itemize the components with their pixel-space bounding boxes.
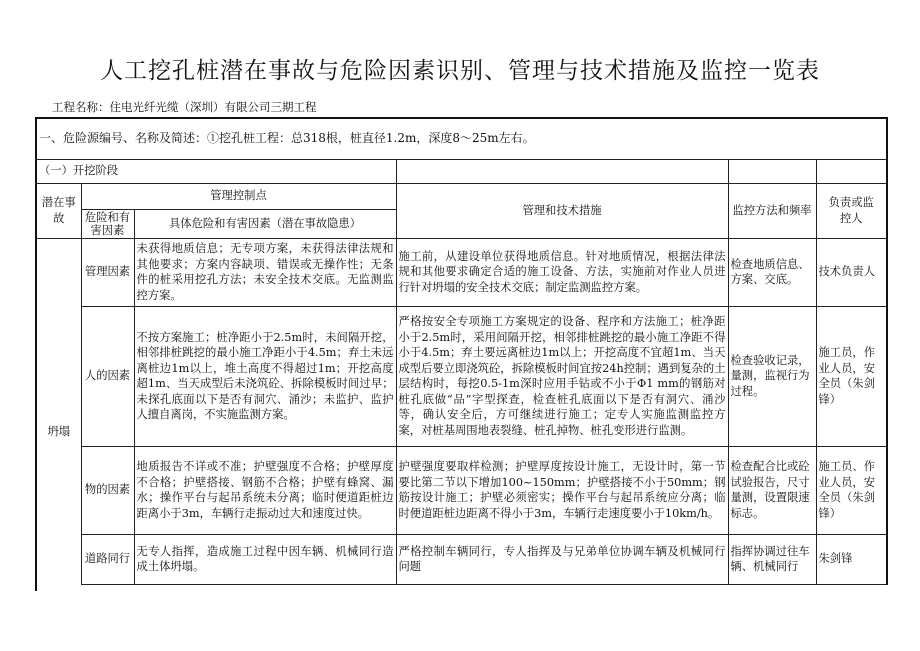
factor-cell: 管理因素 bbox=[81, 238, 134, 306]
document-title: 人工挖孔桩潜在事故与危险因素识别、管理与技术措施及监控一览表 bbox=[100, 58, 820, 84]
monitor-cell: 检查配合比或砼试验报告，尺寸量测，设置限速标志。 bbox=[728, 446, 816, 534]
factor-cell: 道路同行 bbox=[81, 534, 134, 584]
hazard-table bbox=[35, 117, 888, 585]
header-measures: 管理和技术措施 bbox=[396, 183, 728, 238]
factor-cell: 物的因素 bbox=[81, 446, 134, 534]
header-accident: 潜在事故 bbox=[36, 183, 81, 238]
left-border-extension bbox=[35, 583, 37, 591]
project-name: 工程名称：住电光纤光缆（深圳）有限公司三期工程 bbox=[52, 100, 317, 114]
person-cell: 朱剑锋 bbox=[816, 534, 887, 584]
header-monitor: 监控方法和频率 bbox=[728, 183, 816, 238]
table-row bbox=[36, 446, 887, 534]
measures-cell: 施工前，从建设单位获得地质信息。针对地质情况，根据法律法规和其他要求确定合适的施工设备、方法，实施前对作业人员进行针对坍塌的安全技术交底；制定监测监控方案。 bbox=[396, 238, 728, 306]
measures-cell: 严格按安全专项施工方案规定的设备、程序和方法施工；桩净距小于2.5m时，采用间隔开挖，相邻排桩跳挖的最小施工净距不得小于4.5m；弃土要远离桩边1m以上；开挖高度不宜超1m、当天成型后要立即浇筑砼，拆除模板时间宜按24h控制；遇到复杂的土层结构时，每挖0.5-1m深时应用手钻或不小于Φ1 mm的钢筋对桩孔底做“品”字型探查，检查桩孔底面以下是否有洞穴、涌沙等，确认安全后，方可继续进行施工；定专人实施监测监控方案，对桩基周围地表裂缝、桩孔掉物、桩孔变形进行监测。 bbox=[396, 306, 728, 446]
header-person: 负责或监控人 bbox=[816, 183, 887, 238]
person-cell: 施工员、作业人员，安全员（朱剑锋） bbox=[816, 446, 887, 534]
hazard-cell: 不按方案施工；桩净距小于2.5m时，未间隔开挖，相邻排桩跳挖的最小施工净距小于4.5m；弃土未远离桩边1m以上，堆土高度不得超过1m；开挖高度超1m、当天成型后未浇筑砼、拆除模板时间过早；未探孔底面以下是否有洞穴、涌沙；未监护、监护人擅自离岗，不实施监测方案。 bbox=[134, 306, 396, 446]
stage-label: （一）开挖阶段 bbox=[36, 159, 396, 183]
hazard-cell: 地质报告不详或不准；护壁强度不合格；护壁厚度不合格；护壁搭接、钢筋不合格；护壁有蜂窝、漏水；操作平台与起吊系统未分离；临时便道距桩边距离小于3m，车辆行走振动过大和速度过快。 bbox=[134, 446, 396, 534]
accident-name: 坍塌 bbox=[36, 238, 81, 584]
measures-cell: 严格控制车辆同行，专人指挥及与兄弟单位协调车辆及机械同行问题 bbox=[396, 534, 728, 584]
monitor-cell: 检查验收记录，量测，监视行为过程。 bbox=[728, 306, 816, 446]
person-cell: 技术负责人 bbox=[816, 238, 887, 306]
table-row bbox=[36, 534, 887, 584]
factor-cell: 人的因素 bbox=[81, 306, 134, 446]
header-factor: 危险和有害因素 bbox=[81, 209, 134, 238]
monitor-cell: 检查地质信息、方案、交底。 bbox=[728, 238, 816, 306]
table-row bbox=[36, 306, 887, 446]
section-description: 一、危险源编号、名称及简述：①挖孔桩工程：总318根，桩直径1.2m，深度8～25m左右。 bbox=[36, 118, 887, 159]
hazard-cell: 未获得地质信息；无专项方案，未获得法律法规和其他要求；方案内容缺项、错误或无操作性；无条件的桩采用挖孔方法；未安全技术交底。无监测监控方案。 bbox=[134, 238, 396, 306]
person-cell: 施工员，作业人员，安全员（朱剑锋） bbox=[816, 306, 887, 446]
header-control-point: 管理控制点 bbox=[81, 183, 396, 209]
table-row bbox=[36, 238, 887, 306]
measures-cell: 护壁强度要取样检测；护壁厚度按设计施工，无设计时，第一节要比第二节以下增加100~150mm；护壁搭接不小于50mm；钢筋按设计施工；护壁必须密实；操作平台与起吊系统应分离；临时便道距桩边距离不得小于3m，车辆行走速度要小于10km/h。 bbox=[396, 446, 728, 534]
header-hazard: 具体危险和有害因素（潜在事故隐患） bbox=[134, 209, 396, 238]
monitor-cell: 指挥协调过往车辆、机械同行 bbox=[728, 534, 816, 584]
hazard-cell: 无专人指挥，造成施工过程中因车辆、机械同行造成土体坍塌。 bbox=[134, 534, 396, 584]
